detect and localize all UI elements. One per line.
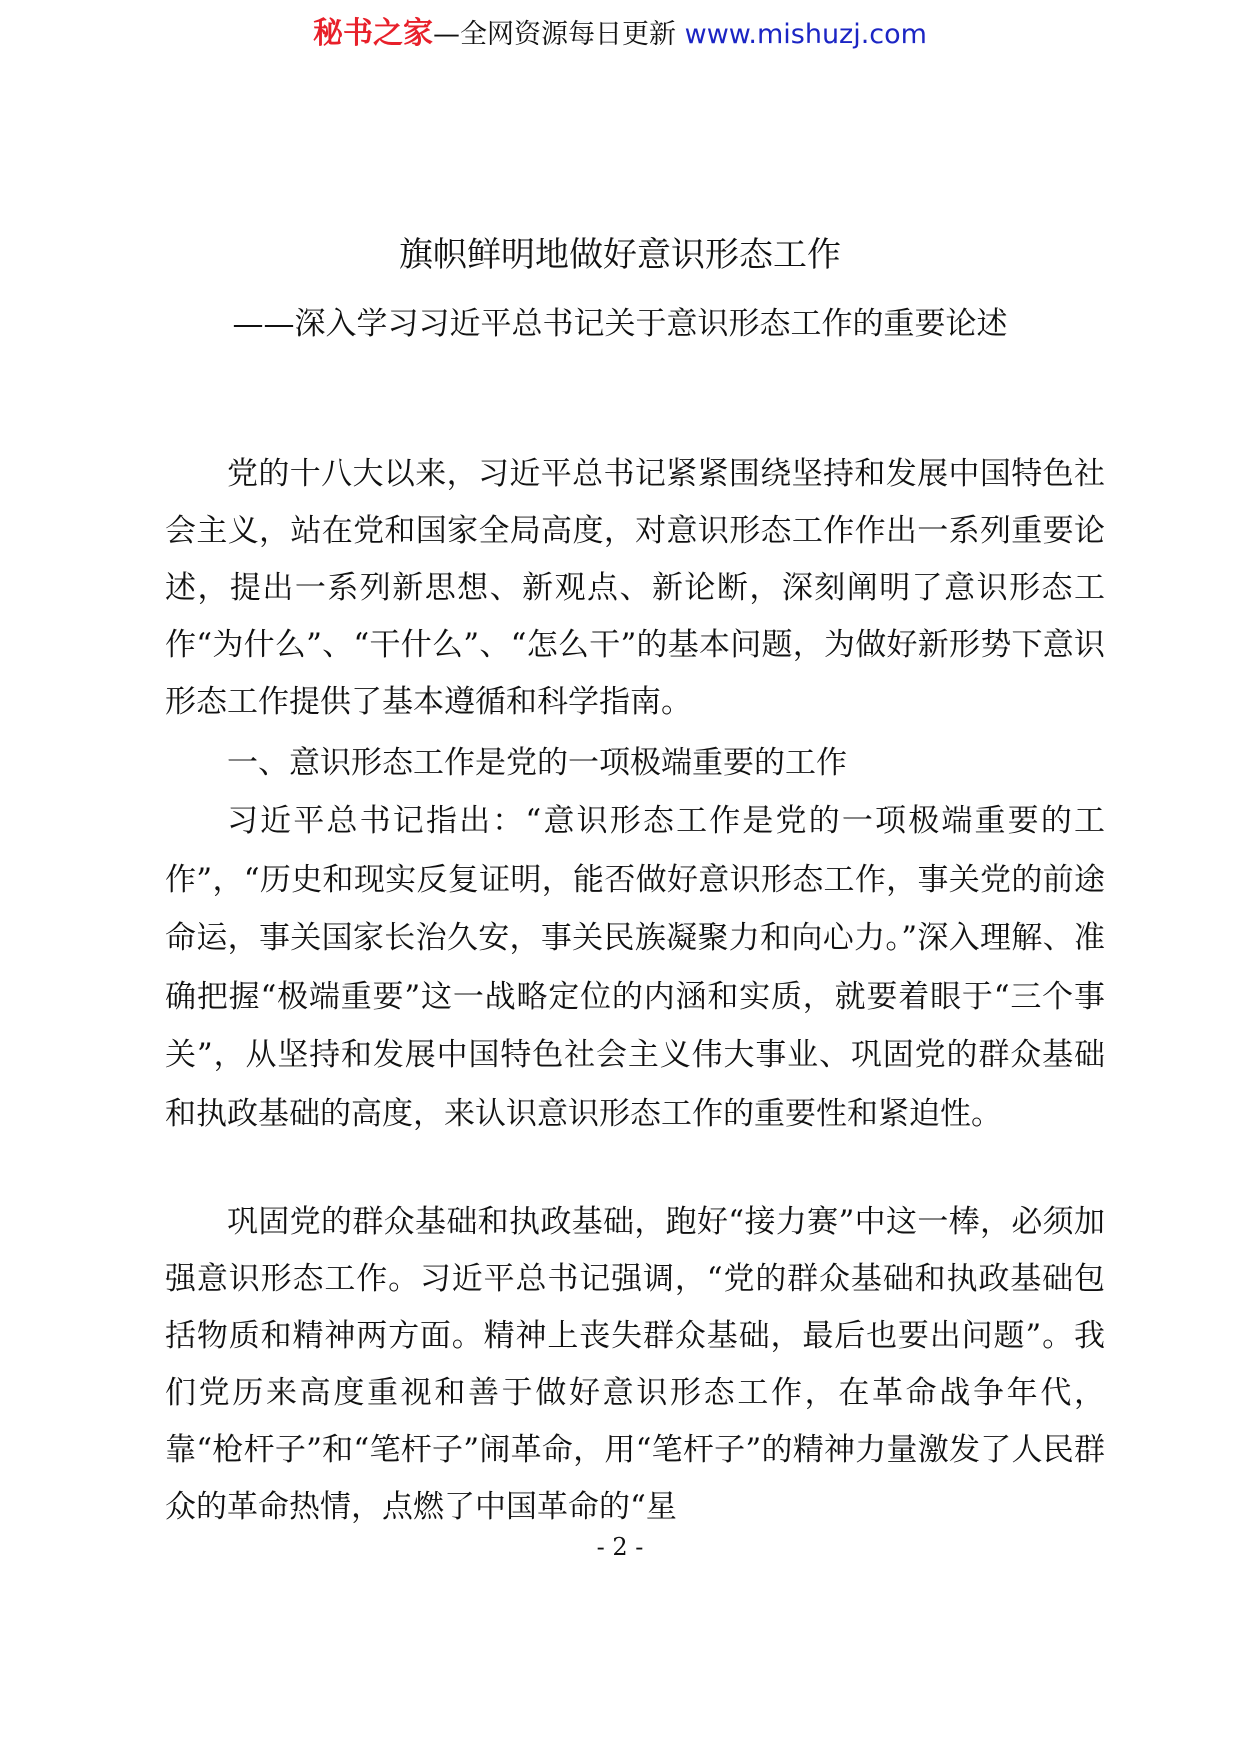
document-subtitle: ——深入学习习近平总书记关于意识形态工作的重要论述 <box>232 306 1008 342</box>
body-paragraph-2 <box>165 792 1105 1143</box>
page-number: - 2 - <box>596 1533 644 1561</box>
site-brand: 秘书之家 <box>313 16 434 51</box>
section-heading-1 <box>165 735 1105 792</box>
site-url-link[interactable]: www.mishuzj.com <box>684 19 927 50</box>
paragraph-text: 党的十八大以来，习近平总书记紧紧围绕坚持和发展中国特色社会主义，站在党和国家全局高度，对意识形态工作作出一系列重要论述，提出一系列新思想、新观点、新论断，深刻阐明了意识形态工作“为什么”、“干什么”、“怎么干”的基本问题，为做好新形势下意识形态工作提供了基本遵循和科学指南。 <box>165 456 1105 720</box>
paragraph-text: 巩固党的群众基础和执政基础，跑好“接力赛”中这一棒，必须加强意识形态工作。习近平总书记强调，“党的群众基础和执政基础包括物质和精神两方面。精神上丧失群众基础，最后也要出问题”。我们党历来高度重视和善于做好意识形态工作，在革命战争年代，靠“枪杆子”和“笔杆子”闹革命，用“笔杆子”的精神力量激发了人民群众的革命热情，点燃了中国革命的“星 <box>165 1204 1105 1525</box>
body-paragraph-3 <box>165 1194 1105 1536</box>
site-header <box>0 14 1240 55</box>
site-tagline: —全网资源每日更新 <box>433 19 677 50</box>
paragraph-text: 习近平总书记指出：“意识形态工作是党的一项极端重要的工作”，“历史和现实反复证明，能否做好意识形态工作，事关党的前途命运，事关国家长治久安，事关民族凝聚力和向心力。”深入理解、准确把握“极端重要”这一战略定位的内涵和实质，就要着眼于“三个事关”，从坚持和发展中国特色社会主义伟大事业、巩固党的群众基础和执政基础的高度，来认识意识形态工作的重要性和紧迫性。 <box>165 803 1105 1132</box>
section-heading-text: 一、意识形态工作是党的一项极端重要的工作 <box>227 745 847 781</box>
document-title: 旗帜鲜明地做好意识形态工作 <box>399 235 841 275</box>
body-paragraph-1 <box>165 446 1105 731</box>
